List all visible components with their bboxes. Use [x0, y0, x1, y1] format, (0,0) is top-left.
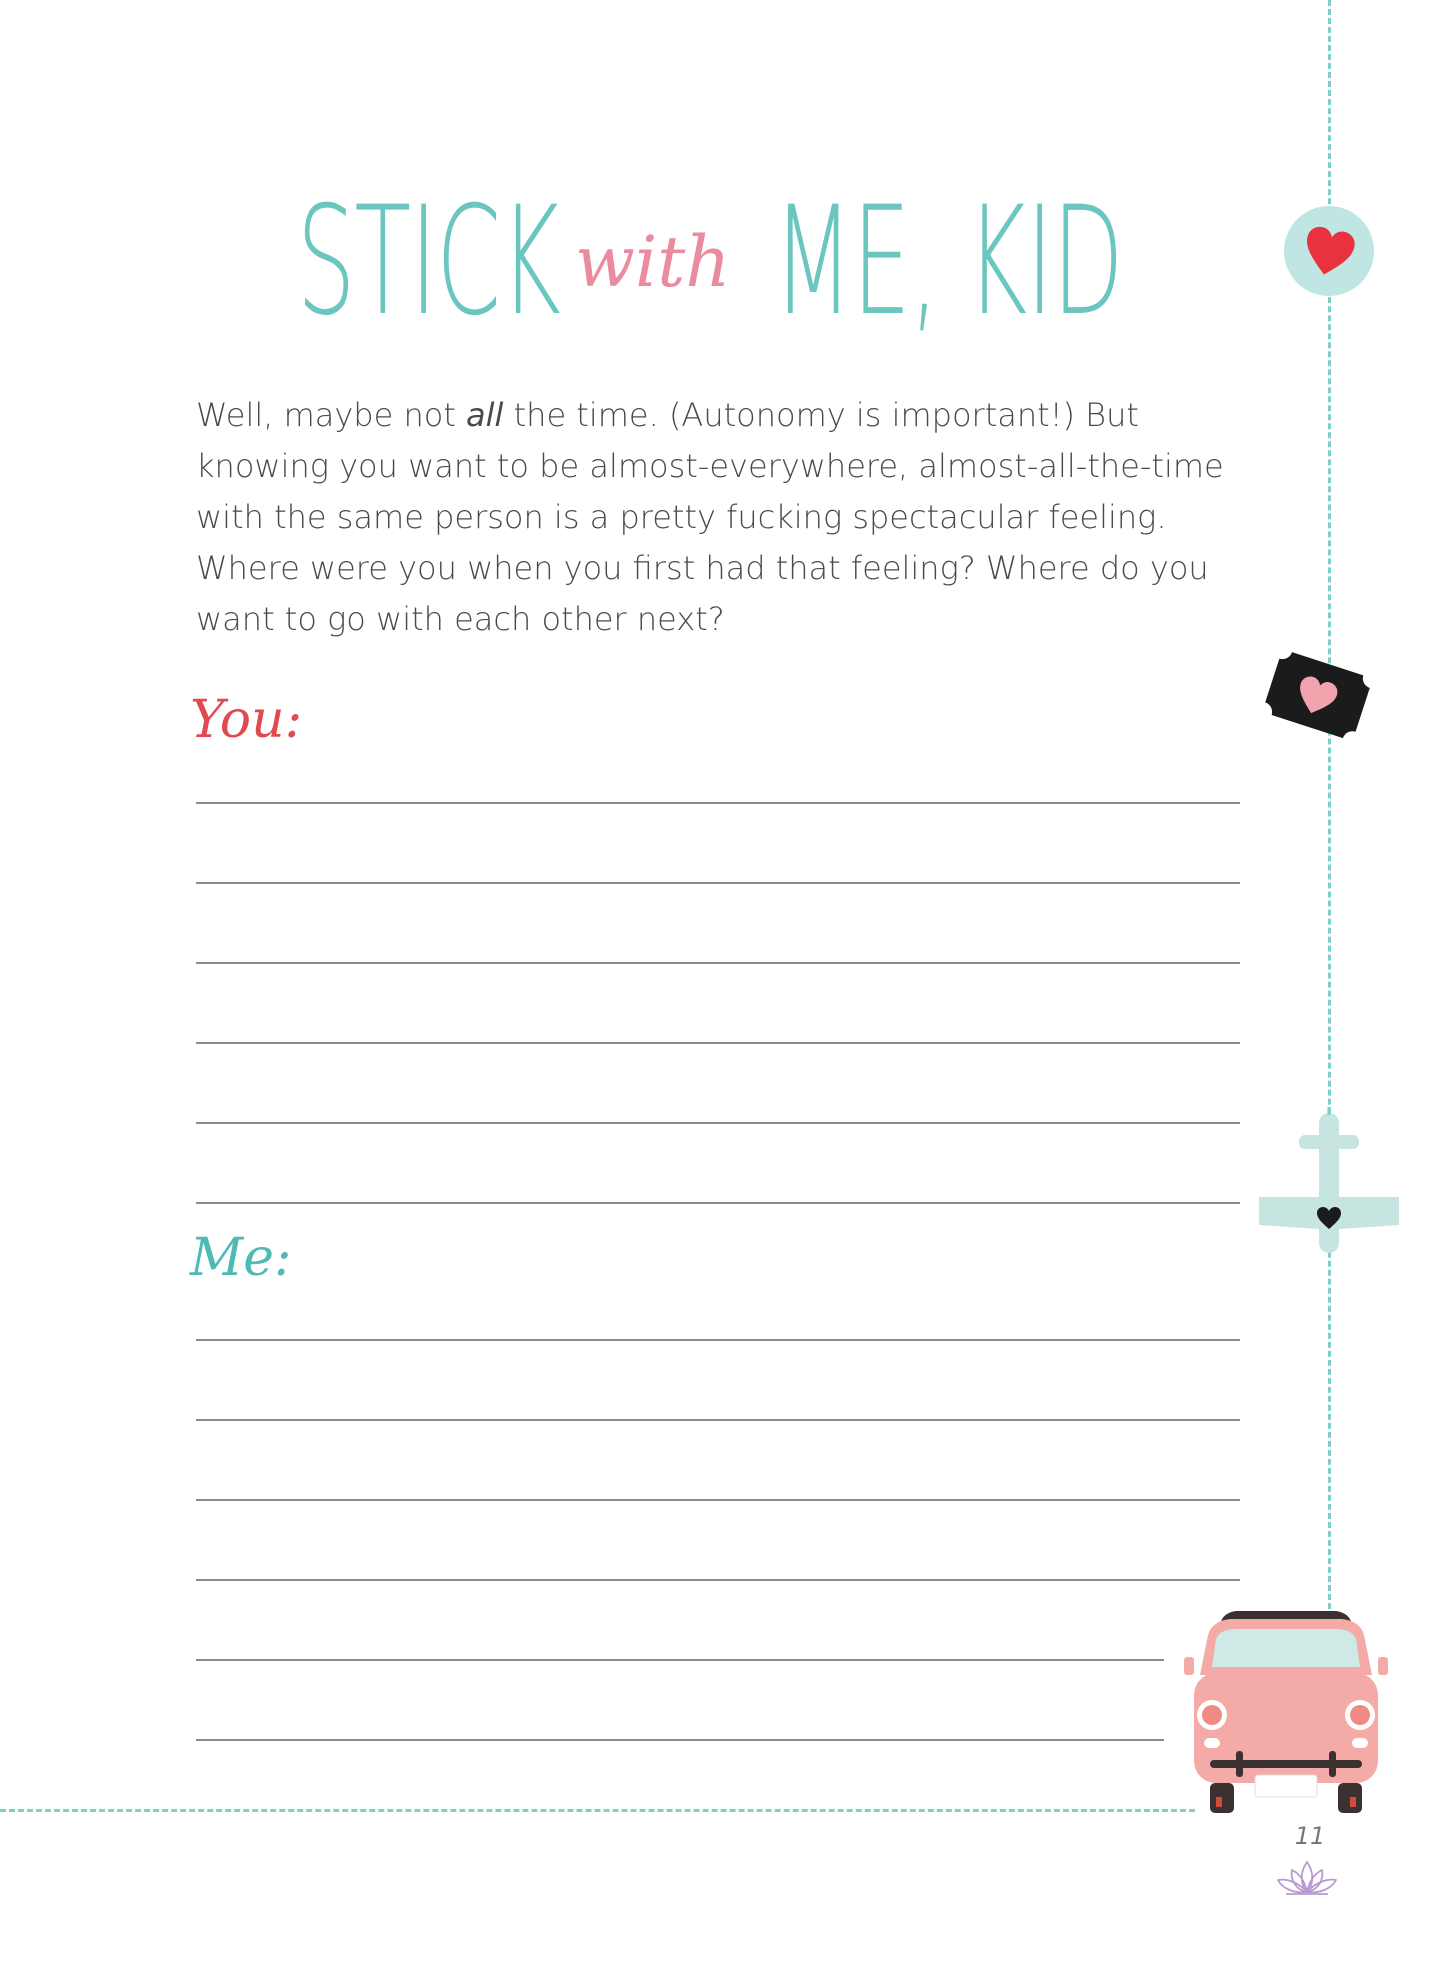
- me-label: Me:: [190, 1228, 292, 1288]
- you-writing-line-3[interactable]: [196, 962, 1240, 964]
- me-writing-line-5[interactable]: [196, 1659, 1164, 1661]
- intro-line-2: knowing you want to be almost-everywhere, almost-all-the-time: [196, 447, 1224, 485]
- heart-circle-icon: [1283, 205, 1375, 297]
- intro-line-4: Where were you when you first had that feeling? Where do you: [196, 549, 1209, 587]
- title-word-stick: STICK: [296, 175, 560, 349]
- intro-emphasis: all: [466, 396, 504, 434]
- dashed-horizontal-border: [0, 1809, 1195, 1812]
- you-writing-line-2[interactable]: [196, 882, 1240, 884]
- me-writing-line-1[interactable]: [196, 1339, 1240, 1341]
- title-word-me-kid: ME, KID: [772, 175, 1123, 349]
- intro-line-5: want to go with each other next?: [196, 600, 725, 638]
- page-title: [0, 175, 1445, 349]
- you-writing-line-1[interactable]: [196, 802, 1240, 804]
- me-writing-line-6[interactable]: [196, 1739, 1164, 1741]
- you-label: You:: [190, 690, 303, 750]
- you-writing-line-5[interactable]: [196, 1122, 1240, 1124]
- me-writing-line-2[interactable]: [196, 1419, 1240, 1421]
- page-number: 11: [1294, 1822, 1326, 1850]
- pink-van-icon: [1180, 1605, 1392, 1825]
- lotus-icon: [1272, 1858, 1342, 1898]
- me-writing-line-3[interactable]: [196, 1499, 1240, 1501]
- you-writing-line-4[interactable]: [196, 1042, 1240, 1044]
- intro-paragraph: [196, 390, 1246, 645]
- you-writing-line-6[interactable]: [196, 1202, 1240, 1204]
- airplane-heart-icon: [1255, 1105, 1403, 1257]
- heart-ticket-icon: [1260, 640, 1375, 750]
- intro-line-3: with the same person is a pretty fucking spectacular feeling.: [196, 498, 1167, 536]
- title-word-with: with: [574, 221, 731, 303]
- me-writing-line-4[interactable]: [196, 1579, 1240, 1581]
- intro-line-1: Well, maybe not all the time. (Autonomy is important!) But: [196, 396, 1139, 434]
